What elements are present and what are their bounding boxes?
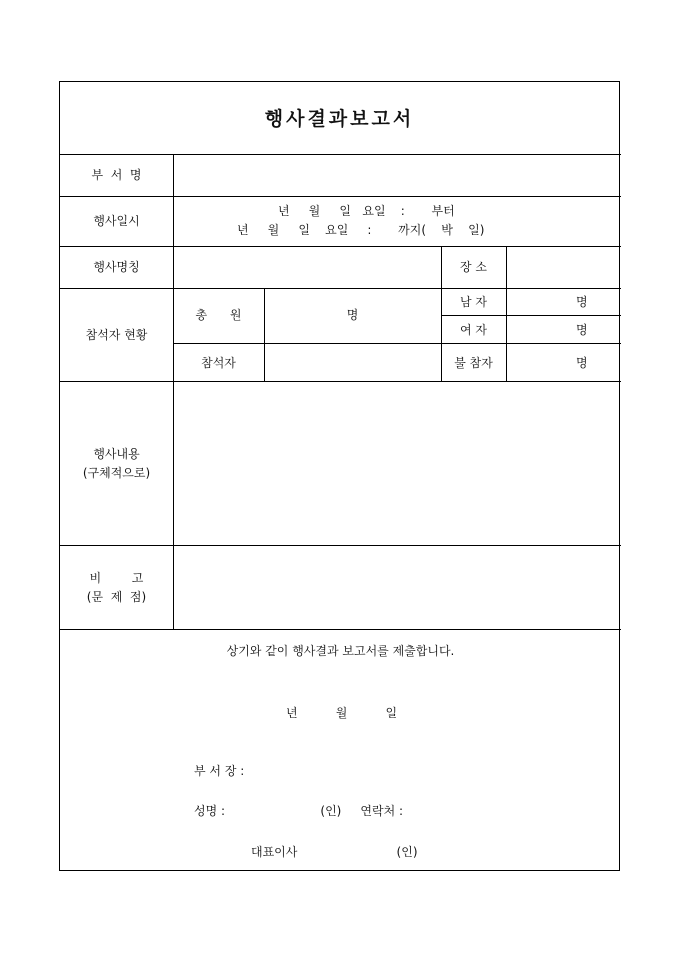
female-count-unit[interactable]: 명 (576, 323, 588, 337)
event-name-field[interactable] (174, 247, 440, 288)
submission-statement: 상기와 같이 행사결과 보고서를 제출합니다. (226, 644, 455, 658)
event-result-report-form (59, 81, 620, 871)
male-label: 남 자 (460, 295, 487, 309)
male-count-unit[interactable]: 명 (576, 295, 588, 309)
department-field[interactable] (174, 155, 620, 196)
ceo-signature-line[interactable]: 대표이사 (인) (251, 845, 418, 859)
female-label: 여 자 (460, 323, 487, 337)
content-label-line1: 행사내용 (93, 447, 140, 461)
content-label-line2: (구체적으로) (82, 466, 151, 480)
total-label: 총 원 (195, 308, 242, 322)
place-label: 장 소 (460, 260, 487, 274)
place-field[interactable] (507, 247, 620, 288)
absentees-label: 불 참자 (454, 356, 493, 370)
remarks-label-line2: (문 제 점) (86, 590, 147, 604)
participants-label: 참석자 현황 (85, 328, 148, 342)
content-field[interactable] (174, 382, 620, 545)
datetime-start-line[interactable]: 년 월 일 요일 : 부터 (278, 204, 455, 218)
form-title: 행사결과보고서 (264, 108, 415, 130)
submission-date[interactable]: 년 월 일 (286, 706, 398, 720)
datetime-label: 행사일시 (93, 214, 140, 228)
absentees-count-unit[interactable]: 명 (576, 356, 588, 370)
name-contact-line[interactable]: 성명 : (인) 연락처 : (194, 804, 404, 818)
dept-head-line[interactable]: 부 서 장 : (194, 764, 245, 778)
total-count-unit[interactable]: 명 (346, 308, 359, 322)
remarks-field[interactable] (174, 546, 620, 629)
datetime-end-line[interactable]: 년 월 일 요일 : 까지( 박 일) (237, 223, 485, 237)
attendees-label: 참석자 (201, 356, 236, 370)
event-name-label: 행사명칭 (93, 260, 140, 274)
remarks-label-line1: 비 고 (89, 571, 144, 585)
attendees-field[interactable] (265, 344, 440, 381)
department-label: 부 서 명 (91, 168, 142, 182)
